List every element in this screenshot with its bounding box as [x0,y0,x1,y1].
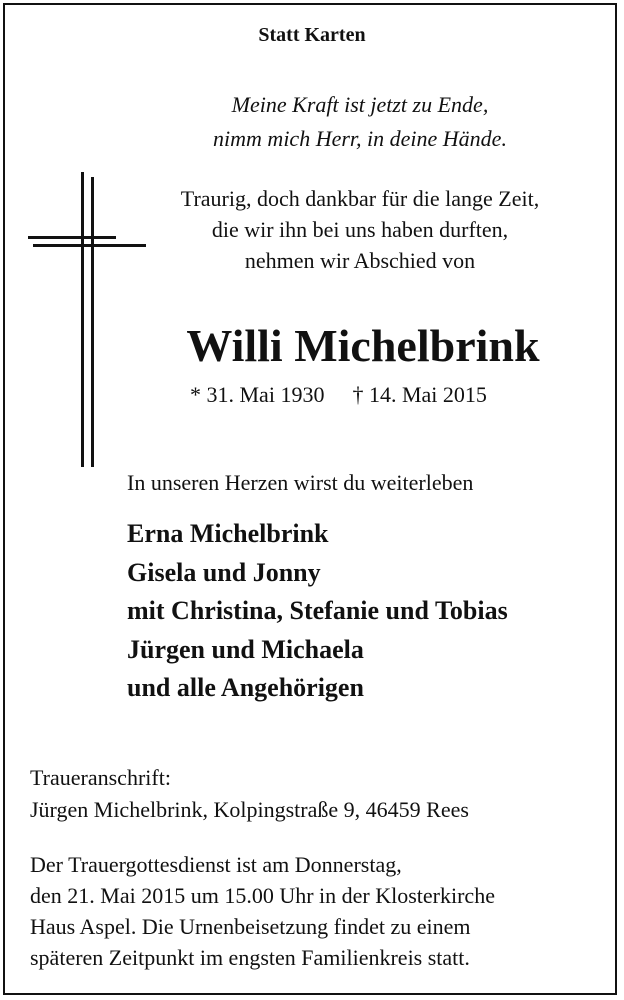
address-line: Jürgen Michelbrink, Kolpingstraße 9, 46459 Rees [30,797,469,822]
birth-date: * 31. Mai 1930 [190,382,325,407]
death-date: † 14. Mai 2015 [352,382,487,407]
life-dates [190,380,487,410]
verse-line: Meine Kraft ist jetzt zu Ende, [231,92,489,117]
deceased-name: Willi Michelbrink [186,320,540,371]
verse-line: nimm mich Herr, in deine Hände. [213,126,507,151]
service-line: Haus Aspel. Die Urnenbeisetzung findet zu einem [30,914,471,939]
mourner-line: Erna Michelbrink [127,519,329,548]
tribute-text [140,183,580,276]
motto: In unseren Herzen wirst du weiterleben [127,470,474,495]
service-line: Der Trauergottesdienst ist am Donnerstag, [30,852,402,877]
mourner-line: mit Christina, Stefanie und Tobias [127,596,508,625]
mourner-line: und alle Angehörigen [127,673,364,702]
service-line: späteren Zeitpunkt im engsten Familienkreis statt. [30,945,470,970]
verse [140,88,580,156]
mourners-list [127,515,508,708]
tribute-line: Traurig, doch dankbar für die lange Zeit, [180,186,540,211]
service-info [30,849,495,973]
address-label: Traueranschrift: [30,765,171,790]
mourner-line: Jürgen und Michaela [127,634,364,664]
service-line: den 21. Mai 2015 um 15.00 Uhr in der Klosterkirche [30,883,495,908]
header-statt-karten: Statt Karten [258,24,366,46]
mourner-line: Gisela und Jonny [127,557,321,587]
tribute-line: die wir ihn bei uns haben durften, [211,217,509,242]
mourning-address [30,762,469,826]
tribute-line: nehmen wir Abschied von [244,248,476,273]
